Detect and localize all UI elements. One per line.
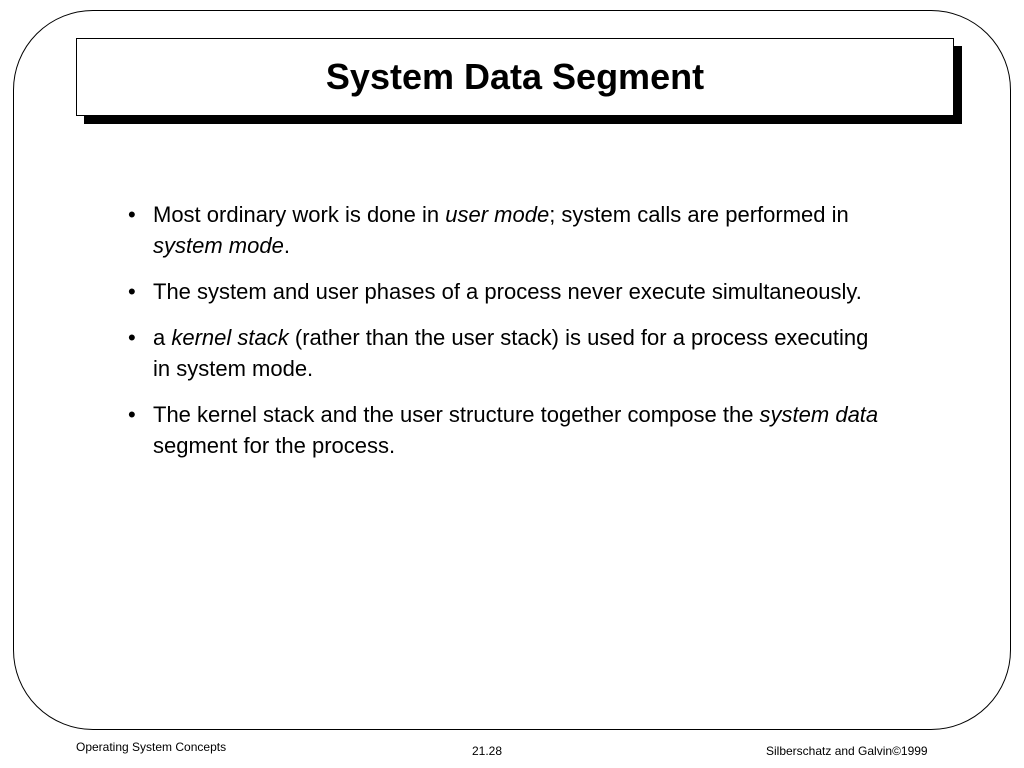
bullet-list [128,199,888,476]
bullet-item [128,276,888,307]
bullet-dot-icon: • [128,325,136,350]
footer-page-number: 21.28 [472,744,503,758]
bullet-item [128,399,888,461]
title-box [76,38,954,116]
bullet-text: Most ordinary work is done in [153,202,446,227]
bullet-dot-icon: • [128,202,136,227]
bullet-text: . [283,233,290,258]
slide-title: System Data Segment [325,56,705,97]
bullet-text: The system and user phases of a process never execute simultaneously. [153,279,862,304]
bullet-text: segment for the process. [153,433,396,458]
footer-authors: Silberschatz and Galvin©1999 [766,744,928,758]
bullet-item [128,199,888,261]
bullet-emphasis: system mode [153,233,284,258]
bullet-emphasis: kernel stack [171,325,289,350]
bullet-emphasis: system data [759,402,879,427]
bullet-emphasis: user mode [445,202,550,227]
bullet-text: ; system calls are performed in [549,202,849,227]
bullet-text: (rather than the user stack) is used for a process executing in system mode. [153,325,869,381]
bullet-text: a [153,325,172,350]
bullet-dot-icon: • [128,279,136,304]
bullet-text: The kernel stack and the user structure together compose the [153,402,760,427]
footer-course-title: Operating System Concepts [76,740,227,754]
bullet-item [128,322,888,384]
bullet-dot-icon: • [128,402,136,427]
